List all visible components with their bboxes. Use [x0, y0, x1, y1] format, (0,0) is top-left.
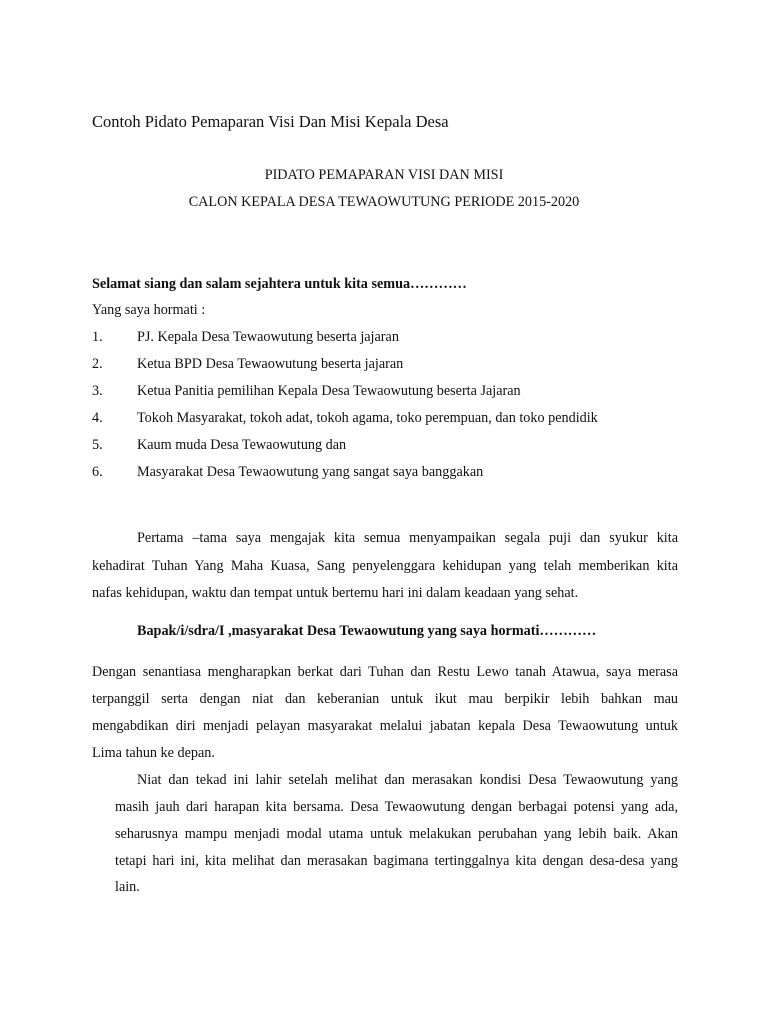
list-item-text: Masyarakat Desa Tewaowutung yang sangat saya banggakan: [137, 464, 484, 480]
list-item-number: 5.: [92, 437, 103, 453]
document-title: Contoh Pidato Pemaparan Visi Dan Misi Kepala Desa: [92, 112, 449, 131]
list-item-text: Tokoh Masyarakat, tokoh adat, tokoh agama, toko perempuan, dan toko pendidik: [137, 410, 598, 426]
list-item-number: 6.: [92, 464, 103, 480]
list-item-number: 1.: [92, 329, 103, 345]
list-item-text: Ketua Panitia pemilihan Kepala Desa Tewaowutung beserta Jajaran: [137, 383, 521, 399]
paragraph-line: Pertama –tama saya mengajak kita semua menyampaikan segala puji dan syukur kita: [137, 530, 678, 547]
address-line: Bapak/i/sdra/I ,masyarakat Desa Tewaowutung yang saya hormati…………: [137, 623, 597, 639]
speech-heading-line1: PIDATO PEMAPARAN VISI DAN MISI: [264, 167, 504, 183]
list-item-number: 4.: [92, 410, 103, 426]
paragraph-line: Dengan senantiasa mengharapkan berkat dari Tuhan dan Restu Lewo tanah Atawua, saya merasa: [92, 664, 678, 681]
list-item-text: Kaum muda Desa Tewaowutung dan: [137, 437, 347, 453]
list-item-text: PJ. Kepala Desa Tewaowutung beserta jajaran: [137, 329, 399, 345]
respected-label: Yang saya hormati :: [92, 302, 206, 318]
list-item-text: Ketua BPD Desa Tewaowutung beserta jajaran: [137, 356, 404, 372]
paragraph-line: Niat dan tekad ini lahir setelah melihat dan merasakan kondisi Desa Tewaowutung yang: [137, 772, 678, 789]
list-item-number: 2.: [92, 356, 103, 372]
paragraph-line: Lima tahun ke depan.: [92, 745, 215, 762]
paragraph-line: masih jauh dari harapan kita bersama. Desa Tewaowutung dengan berbagai potensi yang ada,: [115, 799, 678, 816]
paragraph-line: tetapi hari ini, kita melihat dan merasakan bagimana tertinggalnya kita dengan desa-desa yang: [115, 853, 678, 870]
paragraph-line: seharusnya mampu menjadi modal utama untuk melakukan perubahan yang lebih baik. Akan: [115, 826, 678, 843]
paragraph-line: mengabdikan diri menjadi pelayan masyarakat melalui jabatan kepala Desa Tewaowutung untuk: [92, 718, 678, 735]
paragraph-line: nafas kehidupan, waktu dan tempat untuk bertemu hari ini dalam keadaan yang sehat.: [92, 585, 579, 602]
paragraph-line: kehadirat Tuhan Yang Maha Kuasa, Sang penyelenggara kehidupan yang telah memberikan kita: [92, 558, 678, 575]
paragraph-line: terpanggil serta dengan niat dan keberanian untuk ikut mau berpikir lebih bahkan mau: [92, 691, 678, 708]
paragraph-line: lain.: [115, 879, 140, 896]
greeting: Selamat siang dan salam sejahtera untuk kita semua…………: [92, 276, 467, 292]
list-item-number: 3.: [92, 383, 103, 399]
speech-heading-line2: CALON KEPALA DESA TEWAOWUTUNG PERIODE 2015-2020: [188, 194, 580, 210]
